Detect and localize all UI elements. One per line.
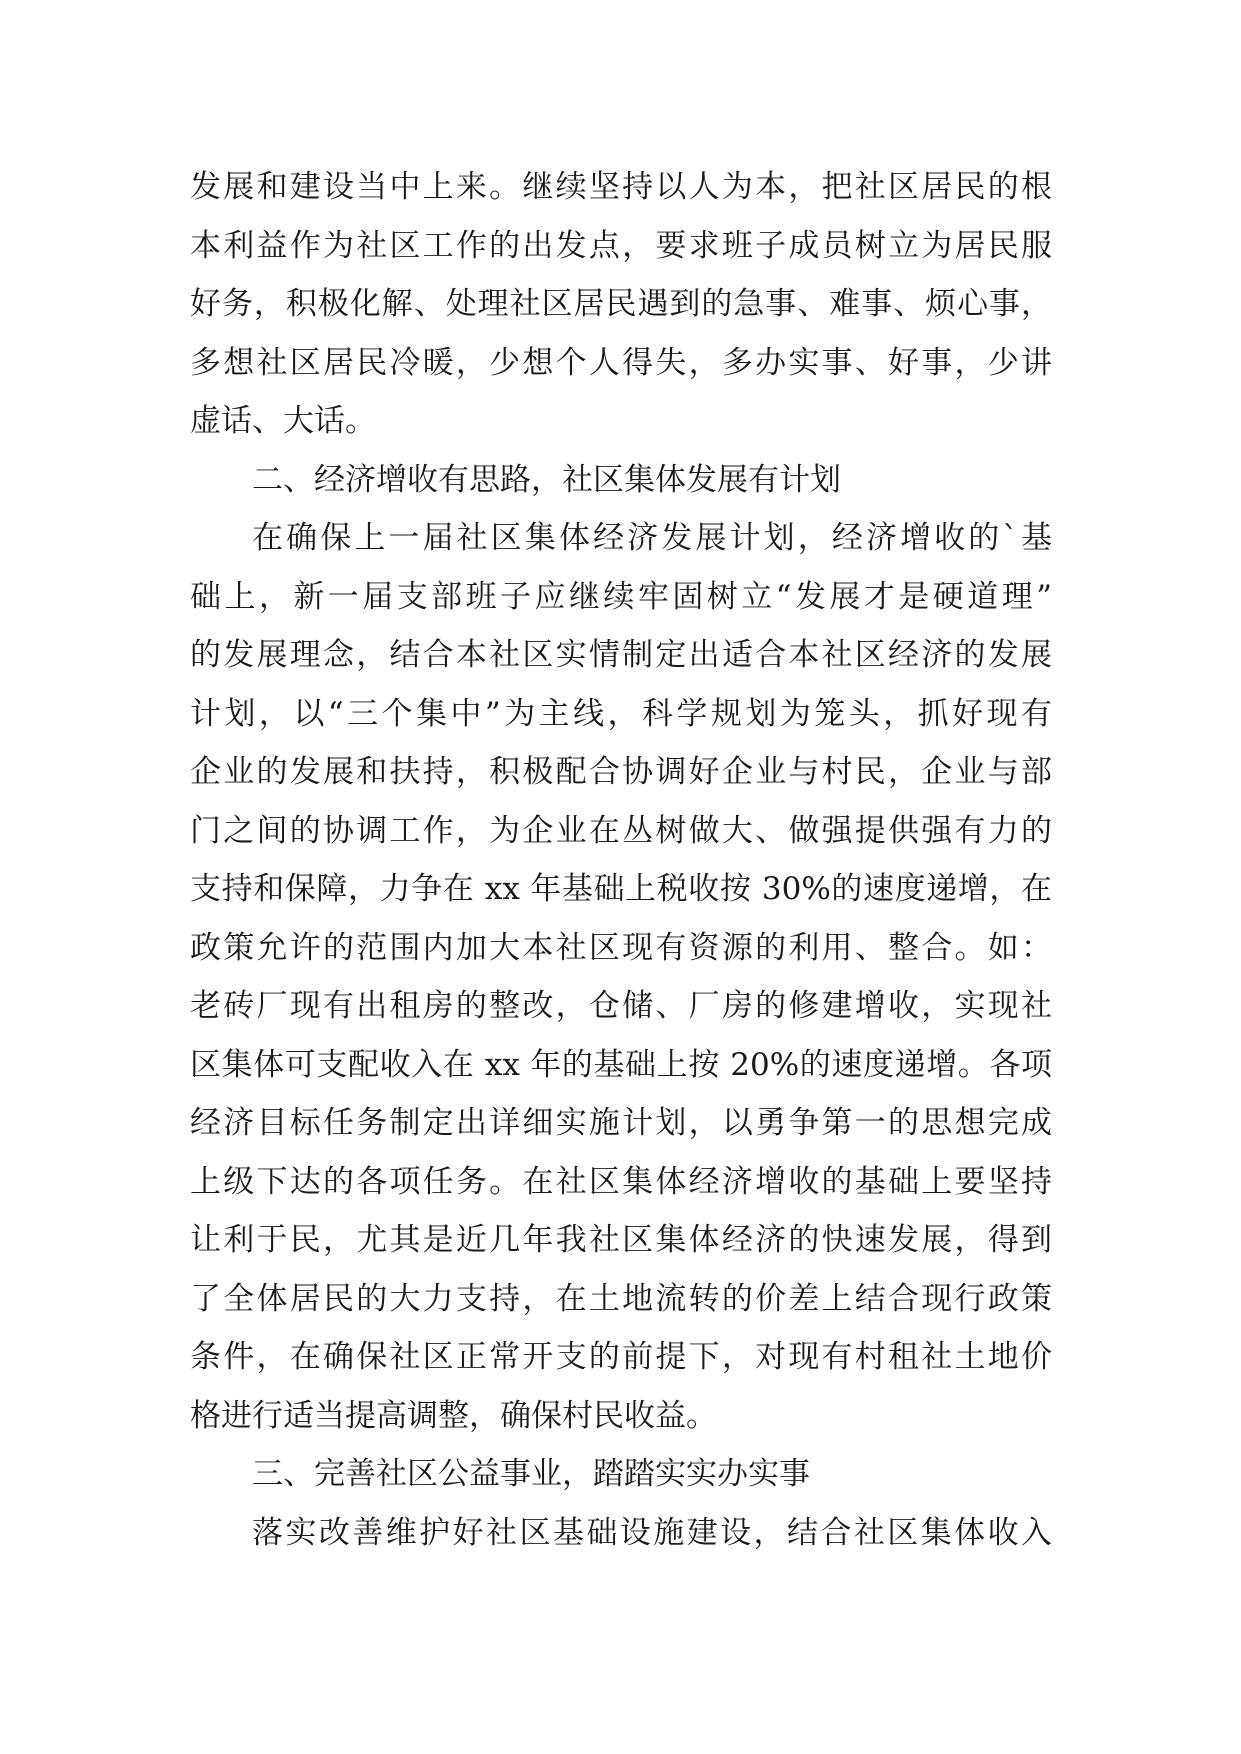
text-line: 政策允许的范围内加大本社区现有资源的利用、整合。如： [190,929,1052,966]
section-heading: 三、完善社区公益事业，踏踏实实办实事 [252,1456,810,1492]
text-line: 好务，积极化解、处理社区居民遇到的急事、难事、烦心事， [190,286,1052,322]
text-line: 经济目标任务制定出详细实施计划，以勇争第一的思想完成 [190,1105,1052,1141]
text-line: 础上，新一届支部班子应继续牢固树立“发展才是硬道理” [190,578,1052,615]
text-line: 老砖厂现有出租房的整改，仓储、厂房的修建增收，实现社 [190,988,1052,1024]
section-heading: 二、经济增收有思路，社区集体发展有计划 [252,461,841,498]
text-line: 计划，以“三个集中”为主线，科学规划为笼头，抓好现有 [190,695,1052,732]
body-text [190,158,1052,1562]
text-line: 让利于民，尤其是近几年我社区集体经济的快速发展，得到 [190,1222,1052,1258]
text-line: 虚话、大话。 [190,403,376,439]
text-line: 在确保上一届社区集体经济发展计划，经济增收的`基 [252,520,1052,556]
text-line: 企业的发展和扶持，积极配合协调好企业与村民，企业与部 [190,754,1052,790]
text-line: 落实改善维护好社区基础设施建设，结合社区集体收入 [252,1514,1052,1551]
text-line: 支持和保障，力争在 xx 年基础上税收按 30%的速度递增，在 [190,871,1052,907]
text-line: 发展和建设当中上来。继续坚持以人为本，把社区居民的根 [190,169,1052,205]
text-line: 了全体居民的大力支持，在土地流转的价差上结合现行政策 [190,1280,1052,1317]
text-line: 门之间的协调工作，为企业在丛树做大、做强提供强有力的 [190,812,1052,849]
text-line: 区集体可支配收入在 xx 年的基础上按 20%的速度递增。各项 [190,1046,1052,1083]
text-line: 本利益作为社区工作的出发点，要求班子成员树立为居民服 [190,227,1052,264]
text-line: 上级下达的各项任务。在社区集体经济增收的基础上要坚持 [190,1163,1052,1200]
text-line: 条件，在确保社区正常开支的前提下，对现有村租社土地价 [190,1339,1052,1375]
text-line: 的发展理念，结合本社区实情制定出适合本社区经济的发展 [190,637,1052,673]
text-line: 格进行适当提高调整，确保村民收益。 [190,1397,717,1434]
text-line: 多想社区居民冷暖，少想个人得失，多办实事、好事，少讲 [190,344,1052,381]
